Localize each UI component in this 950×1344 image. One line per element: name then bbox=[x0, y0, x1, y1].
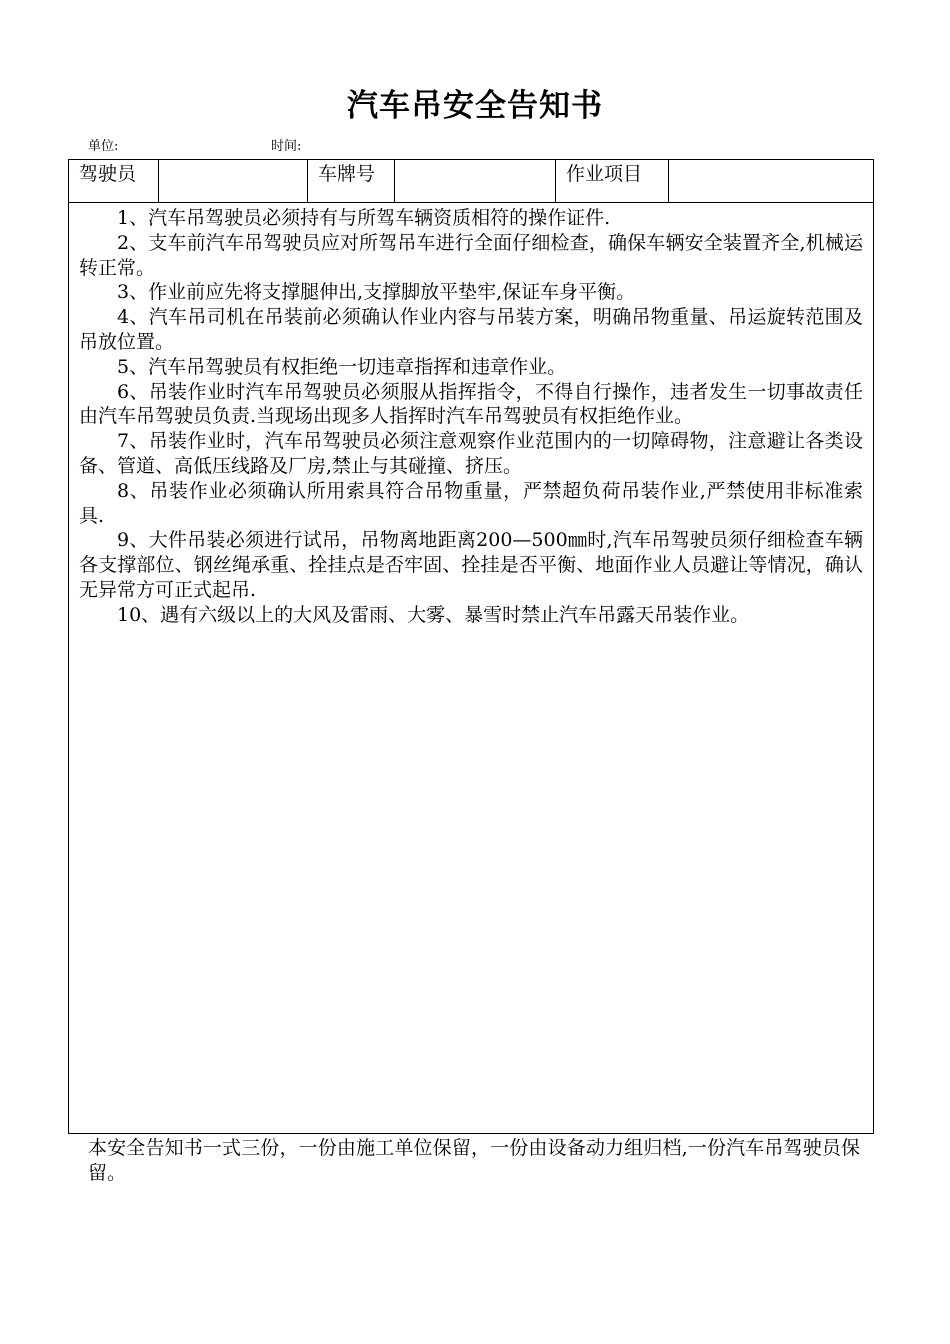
driver-value-field[interactable] bbox=[159, 160, 308, 202]
info-header-row bbox=[69, 160, 873, 203]
rule-item: 2、支车前汽车吊驾驶员应对所驾吊车进行全面仔细检查，确保车辆安全装置齐全,机械运转正常。 bbox=[79, 231, 863, 279]
rule-item: 5、汽车吊驾驶员有权拒绝一切违章指挥和违章作业。 bbox=[117, 355, 567, 378]
rule-item: 3、作业前应先将支撑腿伸出,支撑脚放平垫牢,保证车身平衡。 bbox=[117, 281, 636, 304]
plate-label: 车牌号 bbox=[308, 160, 395, 202]
unit-label: 单位: bbox=[88, 139, 119, 154]
safety-rules-list bbox=[79, 206, 863, 628]
copies-note: 本安全告知书一式三份，一份由施工单位保留，一份由设备动力组归档,一份汽车吊驾驶员保留。 bbox=[88, 1137, 860, 1184]
rule-item: 7、吊装作业时，汽车吊驾驶员必须注意观察作业范围内的一切障碍物，注意避让各类设备、管道、高低压线路及厂房,禁止与其碰撞、挤压。 bbox=[79, 430, 863, 477]
rule-item: 1、汽车吊驾驶员必须持有与所驾车辆资质相符的操作证件. bbox=[117, 207, 611, 229]
notice-form-table bbox=[68, 159, 874, 1134]
rule-item: 10、遇有六级以上的大风及雷雨、大雾、暴雪时禁止汽车吊露天吊装作业。 bbox=[117, 603, 750, 626]
project-label: 作业项目 bbox=[556, 160, 669, 202]
project-value-field[interactable] bbox=[669, 160, 873, 202]
driver-label: 驾驶员 bbox=[69, 160, 159, 202]
plate-value-field[interactable] bbox=[395, 160, 556, 202]
rule-item: 8、吊装作业必须确认所用索具符合吊物重量，严禁超负荷吊装作业,严禁使用非标准索具. bbox=[79, 479, 863, 527]
rule-item: 9、大件吊装必须进行试吊，吊物离地距离200—500㎜时,汽车吊驾驶员须仔细检查车辆各支撑部位、钢丝绳承重、拴挂点是否牢固、拴挂是否平衡、地面作业人员避让等情况，确认无异常方可正式起吊. bbox=[79, 529, 863, 601]
rule-item: 4、汽车吊司机在吊装前必须确认作业内容与吊装方案，明确吊物重量、吊运旋转范围及吊放位置。 bbox=[79, 306, 863, 353]
time-label: 时间: bbox=[271, 139, 302, 154]
rule-item: 6、吊装作业时汽车吊驾驶员必须服从指挥指令，不得自行操作，违者发生一切事故责任由汽车吊驾驶员负责.当现场出现多人指挥时汽车吊驾驶员有权拒绝作业。 bbox=[79, 380, 863, 428]
document-title: 汽车吊安全告知书 bbox=[347, 88, 603, 124]
